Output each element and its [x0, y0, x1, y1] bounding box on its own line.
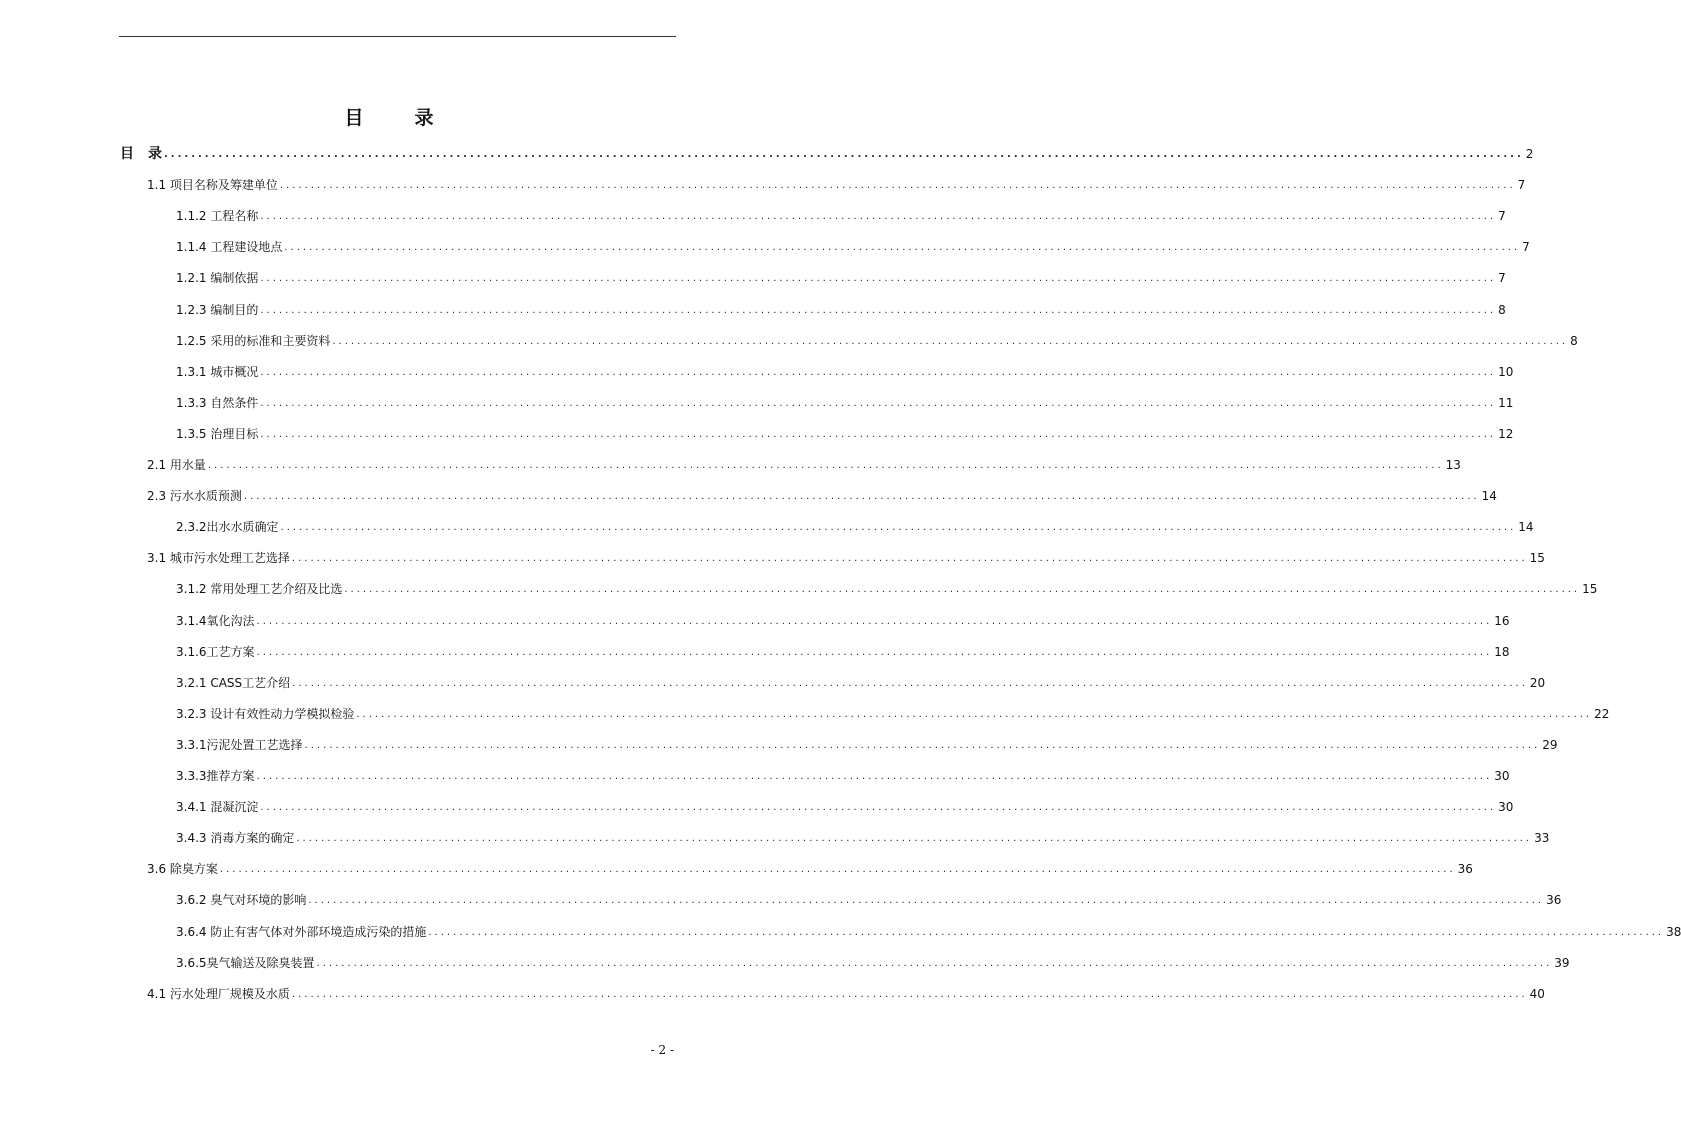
toc-entry[interactable]	[176, 326, 1578, 357]
document-title: 目 录	[344, 107, 450, 129]
toc-dot-leader: ........................................................................................................................................................................................................	[308, 895, 1545, 907]
toc-entry[interactable]	[147, 170, 1526, 201]
toc-dot-leader: ........................................................................................................................................................................................................	[256, 646, 1493, 658]
toc-entry-label: 1.3.5 治理目标	[176, 426, 259, 441]
toc-entry-page: 7	[1517, 178, 1526, 193]
toc-entry-label: 3.4.3 消毒方案的确定	[176, 831, 295, 846]
toc-entry[interactable]	[176, 357, 1514, 388]
toc-entry[interactable]	[176, 668, 1546, 699]
toc-entry-label: 3.6 除臭方案	[147, 862, 218, 877]
toc-entry[interactable]	[176, 699, 1610, 730]
toc-entry-page: 7	[1522, 240, 1530, 255]
toc-entry[interactable]	[176, 792, 1514, 823]
toc-entry-label: 目 录	[120, 146, 162, 162]
toc-dot-leader: ........................................................................................................................................................................................................	[207, 460, 1444, 471]
toc-dot-leader: ........................................................................................................................................................................................................	[260, 397, 1497, 409]
toc-entry-page: 16	[1494, 613, 1510, 628]
toc-dot-leader: ........................................................................................................................................................................................................	[344, 584, 1581, 596]
toc-entry-page: 18	[1494, 644, 1510, 659]
toc-entry-page: 15	[1529, 551, 1545, 566]
toc-dot-leader: ........................................................................................................................................................................................................	[260, 304, 1497, 316]
toc-dot-leader: ........................................................................................................................................................................................................	[291, 988, 1528, 1000]
toc-entry-page: 13	[1445, 458, 1461, 472]
toc-dot-leader: ........................................................................................................................................................................................................	[260, 366, 1497, 378]
toc-entry-label: 1.1 项目名称及筹建单位	[147, 178, 278, 193]
toc-entry[interactable]	[120, 139, 1534, 170]
toc-entry[interactable]	[176, 606, 1510, 637]
toc-dot-leader: ........................................................................................................................................................................................................	[296, 833, 1533, 845]
toc-entry-label: 2.1 用水量	[147, 458, 206, 472]
toc-entry[interactable]	[147, 450, 1461, 481]
page-number: - 2 -	[650, 1043, 674, 1057]
toc-dot-leader: ........................................................................................................................................................................................................	[291, 553, 1528, 565]
toc-entry-page: 30	[1498, 800, 1514, 815]
toc-entry-label: 3.2.3 设计有效性动力学模拟检验	[176, 706, 355, 721]
toc-dot-leader: ........................................................................................................................................................................................................	[316, 957, 1553, 969]
toc-entry-label: 3.6.5臭气输送及除臭装置	[176, 955, 315, 970]
toc-entry[interactable]	[176, 263, 1506, 294]
toc-entry[interactable]	[147, 979, 1545, 1010]
toc-entry-page: 2	[1525, 147, 1534, 161]
header-rule	[119, 36, 676, 37]
toc-dot-leader: ........................................................................................................................................................................................................	[260, 211, 1497, 223]
toc-entry[interactable]	[176, 512, 1534, 543]
toc-entry-page: 36	[1546, 893, 1562, 908]
toc-entry[interactable]	[176, 295, 1506, 326]
toc-entry-page: 12	[1498, 426, 1514, 441]
toc-entry-page: 33	[1534, 831, 1550, 846]
toc-entry-page: 8	[1498, 302, 1506, 317]
toc-entry-page: 39	[1554, 955, 1570, 970]
toc-entry-label: 1.3.3 自然条件	[176, 395, 259, 410]
toc-entry-label: 3.2.1 CASS工艺介绍	[176, 675, 291, 690]
toc-dot-leader: ........................................................................................................................................................................................................	[279, 180, 1516, 192]
toc-entry-label: 2.3 污水水质预测	[147, 489, 242, 504]
toc-dot-leader: ........................................................................................................................................................................................................	[260, 428, 1497, 440]
toc-entry[interactable]	[176, 232, 1530, 263]
toc-entry-page: 8	[1570, 333, 1578, 348]
toc-entry-label: 1.2.5 采用的标准和主要资料	[176, 333, 331, 348]
toc-entry-label: 2.3.2出水水质确定	[176, 520, 279, 535]
toc-entry-label: 3.1.4氧化沟法	[176, 613, 255, 628]
toc-entry-page: 38	[1666, 924, 1681, 939]
toc-entry-page: 22	[1594, 706, 1610, 721]
toc-dot-leader: ........................................................................................................................................................................................................	[284, 242, 1521, 254]
toc-entry-label: 3.1.2 常用处理工艺介绍及比选	[176, 582, 343, 597]
toc-dot-leader: ........................................................................................................................................................................................................	[292, 677, 1528, 689]
toc-entry-label: 1.3.1 城市概况	[176, 364, 259, 379]
toc-entry-page: 36	[1457, 862, 1473, 877]
toc-entry[interactable]	[176, 917, 1681, 948]
toc-entry[interactable]	[176, 730, 1558, 761]
toc-dot-leader: ........................................................................................................................................................................................................	[256, 771, 1493, 782]
toc-entry-label: 1.2.1 编制依据	[176, 271, 259, 286]
toc-entry[interactable]	[176, 823, 1550, 854]
toc-entry-page: 7	[1498, 271, 1506, 286]
toc-entry[interactable]	[176, 419, 1514, 450]
toc-entry[interactable]	[176, 637, 1510, 668]
toc-dot-leader: ........................................................................................................................................................................................................	[164, 149, 1524, 160]
toc-entry-label: 1.1.4 工程建设地点	[176, 240, 283, 255]
toc-entry-page: 29	[1542, 737, 1558, 752]
toc-entry-page: 15	[1582, 582, 1598, 597]
toc-entry-page: 14	[1481, 489, 1497, 504]
toc-entry-label: 4.1 污水处理厂规模及水质	[147, 986, 290, 1001]
toc-entry-page: 7	[1498, 209, 1506, 224]
toc-dot-leader: ........................................................................................................................................................................................................	[428, 926, 1665, 938]
toc-entry-label: 3.3.3推荐方案	[176, 769, 255, 783]
toc-dot-leader: ........................................................................................................................................................................................................	[256, 615, 1493, 627]
toc-entry-label: 3.3.1污泥处置工艺选择	[176, 737, 303, 752]
toc-dot-leader: ........................................................................................................................................................................................................	[243, 491, 1480, 503]
toc-entry[interactable]	[147, 481, 1497, 512]
toc-entry-page: 30	[1494, 769, 1510, 783]
toc-entry-page: 11	[1498, 395, 1514, 410]
toc-entry[interactable]	[147, 854, 1473, 885]
toc-dot-leader: ........................................................................................................................................................................................................	[260, 802, 1497, 814]
toc-entry-page: 14	[1518, 520, 1534, 535]
toc-entry[interactable]	[176, 388, 1514, 419]
toc-dot-leader: ........................................................................................................................................................................................................	[280, 522, 1517, 534]
toc-entry-label: 3.6.2 臭气对环境的影响	[176, 893, 307, 908]
toc-dot-leader: ........................................................................................................................................................................................................	[356, 708, 1593, 720]
toc-entry-page: 10	[1498, 364, 1514, 379]
toc-entry[interactable]	[147, 543, 1545, 574]
toc-entry[interactable]	[176, 885, 1562, 916]
toc-entry[interactable]	[176, 761, 1510, 792]
toc-dot-leader: ........................................................................................................................................................................................................	[260, 273, 1497, 285]
toc-entry-page: 20	[1529, 675, 1546, 690]
toc-entry-label: 3.4.1 混凝沉淀	[176, 800, 259, 815]
toc-entry-label: 3.1 城市污水处理工艺选择	[147, 551, 290, 566]
toc-entry-label: 1.1.2 工程名称	[176, 209, 259, 224]
toc-entry[interactable]	[176, 201, 1506, 232]
toc-entry-label: 3.6.4 防止有害气体对外部环境造成污染的措施	[176, 924, 427, 939]
toc-dot-leader: ........................................................................................................................................................................................................	[219, 864, 1456, 876]
toc-dot-leader: ........................................................................................................................................................................................................	[304, 739, 1541, 751]
toc-entry-label: 1.2.3 编制目的	[176, 302, 259, 317]
toc-entry[interactable]	[176, 574, 1598, 605]
toc-entry[interactable]	[176, 948, 1570, 979]
toc-dot-leader: ........................................................................................................................................................................................................	[332, 335, 1569, 347]
toc-entry-label: 3.1.6工艺方案	[176, 644, 255, 659]
toc-entry-page: 40	[1529, 986, 1545, 1001]
